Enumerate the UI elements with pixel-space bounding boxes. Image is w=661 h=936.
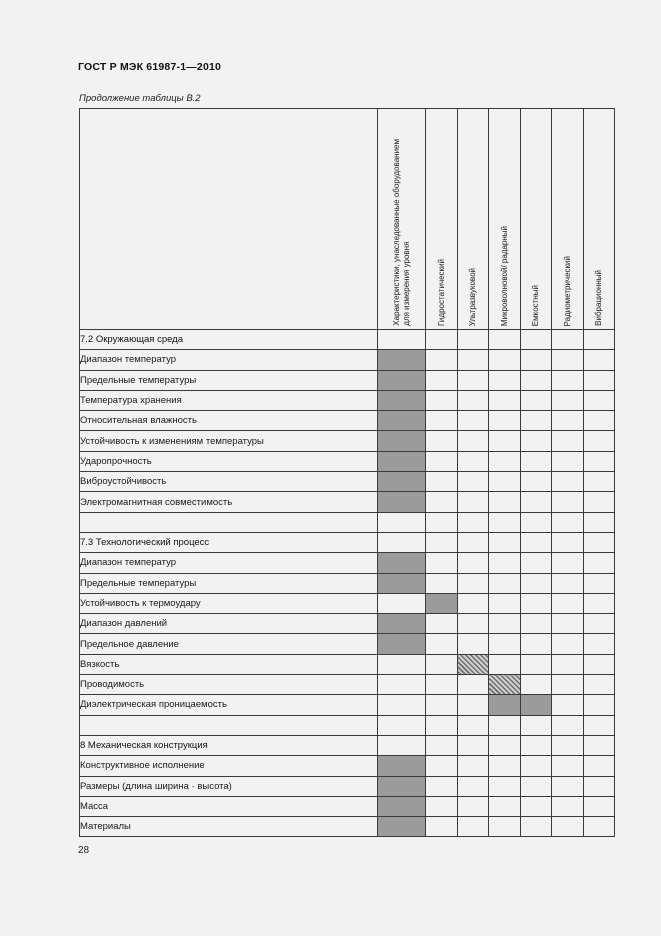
empty-cell xyxy=(584,573,615,593)
empty-cell xyxy=(552,553,584,573)
column-header-hydrostatic: Гидростатический xyxy=(426,109,458,330)
row-label: Температура хранения xyxy=(80,390,378,410)
table-row xyxy=(80,472,615,492)
row-label xyxy=(80,715,378,735)
marked-cell xyxy=(378,390,426,410)
table-row xyxy=(80,553,615,573)
column-header-capacitive: Емкостный xyxy=(521,109,552,330)
empty-cell xyxy=(378,532,426,552)
empty-cell xyxy=(458,492,489,512)
empty-cell xyxy=(489,735,521,755)
empty-cell xyxy=(458,614,489,634)
empty-cell xyxy=(552,431,584,451)
empty-cell xyxy=(489,532,521,552)
section-row xyxy=(80,532,615,552)
empty-cell xyxy=(552,593,584,613)
empty-cell xyxy=(584,756,615,776)
empty-cell xyxy=(426,675,458,695)
empty-cell xyxy=(584,472,615,492)
empty-cell xyxy=(489,776,521,796)
empty-cell xyxy=(552,817,584,837)
empty-cell xyxy=(584,675,615,695)
empty-cell xyxy=(552,573,584,593)
empty-cell xyxy=(426,735,458,755)
empty-cell xyxy=(552,472,584,492)
empty-cell xyxy=(584,796,615,816)
empty-cell xyxy=(552,370,584,390)
empty-cell xyxy=(584,492,615,512)
empty-cell xyxy=(458,756,489,776)
empty-cell xyxy=(521,817,552,837)
section-title: 7.3 Технологический процесс xyxy=(80,532,378,552)
empty-cell xyxy=(584,553,615,573)
row-label: Относительная влажность xyxy=(80,411,378,431)
empty-cell xyxy=(552,675,584,695)
marked-cell xyxy=(378,614,426,634)
empty-cell xyxy=(584,451,615,471)
empty-cell xyxy=(552,756,584,776)
marked-cell xyxy=(378,451,426,471)
empty-cell xyxy=(521,756,552,776)
column-header-vibrating: Вибрационный xyxy=(584,109,615,330)
empty-cell xyxy=(552,796,584,816)
empty-cell xyxy=(458,370,489,390)
empty-cell xyxy=(521,654,552,674)
empty-cell xyxy=(378,735,426,755)
empty-cell xyxy=(584,614,615,634)
table-row xyxy=(80,350,615,370)
row-label: Устойчивость к изменениям температуры xyxy=(80,431,378,451)
empty-cell xyxy=(521,573,552,593)
empty-cell xyxy=(552,654,584,674)
marked-cell xyxy=(378,817,426,837)
table-row xyxy=(80,431,615,451)
characteristics-table xyxy=(79,108,615,837)
empty-cell xyxy=(458,735,489,755)
marked-cell xyxy=(426,593,458,613)
empty-cell xyxy=(489,715,521,735)
empty-cell xyxy=(458,817,489,837)
table-row xyxy=(80,756,615,776)
empty-cell xyxy=(521,735,552,755)
empty-cell xyxy=(521,330,552,350)
empty-cell xyxy=(458,796,489,816)
empty-cell xyxy=(489,350,521,370)
empty-cell xyxy=(426,350,458,370)
empty-cell xyxy=(489,654,521,674)
row-label: Диапазон давлений xyxy=(80,614,378,634)
empty-cell xyxy=(552,330,584,350)
empty-cell xyxy=(521,675,552,695)
empty-cell xyxy=(458,776,489,796)
empty-cell xyxy=(426,330,458,350)
row-label: Диапазон температур xyxy=(80,553,378,573)
empty-cell xyxy=(552,411,584,431)
empty-cell xyxy=(584,695,615,715)
empty-cell xyxy=(426,411,458,431)
table-body xyxy=(80,330,615,837)
row-label: Предельные температуры xyxy=(80,573,378,593)
empty-cell xyxy=(489,492,521,512)
column-header-inherited xyxy=(378,109,426,330)
empty-cell xyxy=(426,573,458,593)
section-row xyxy=(80,735,615,755)
empty-cell xyxy=(458,715,489,735)
empty-cell xyxy=(426,472,458,492)
empty-cell xyxy=(584,817,615,837)
row-label: Материалы xyxy=(80,817,378,837)
empty-cell xyxy=(584,593,615,613)
empty-cell xyxy=(584,532,615,552)
empty-cell xyxy=(489,573,521,593)
empty-cell xyxy=(426,715,458,735)
empty-cell xyxy=(378,512,426,532)
row-label: Предельные температуры xyxy=(80,370,378,390)
empty-cell xyxy=(584,350,615,370)
column-header-line1: Характеристики, унаследованные оборудованием xyxy=(391,139,401,326)
marked-cell xyxy=(378,431,426,451)
empty-cell xyxy=(552,512,584,532)
table-caption: Продолжение таблицы В.2 xyxy=(79,93,201,104)
empty-cell xyxy=(552,614,584,634)
table-row xyxy=(80,695,615,715)
empty-cell xyxy=(426,796,458,816)
empty-cell xyxy=(584,390,615,410)
empty-cell xyxy=(489,634,521,654)
empty-cell xyxy=(584,715,615,735)
marked-cell xyxy=(521,695,552,715)
empty-cell xyxy=(552,634,584,654)
marked-cell xyxy=(378,573,426,593)
empty-cell xyxy=(521,614,552,634)
empty-cell xyxy=(458,593,489,613)
header-blank-cell xyxy=(80,109,378,330)
empty-cell xyxy=(426,370,458,390)
empty-cell xyxy=(458,350,489,370)
empty-cell xyxy=(489,553,521,573)
empty-cell xyxy=(584,411,615,431)
document-header: ГОСТ Р МЭК 61987-1—2010 xyxy=(78,61,222,73)
empty-cell xyxy=(426,431,458,451)
table-row xyxy=(80,776,615,796)
empty-cell xyxy=(458,330,489,350)
empty-cell xyxy=(521,593,552,613)
row-label: Виброустойчивость xyxy=(80,472,378,492)
empty-cell xyxy=(489,390,521,410)
empty-cell xyxy=(552,735,584,755)
empty-cell xyxy=(521,492,552,512)
empty-cell xyxy=(378,654,426,674)
empty-cell xyxy=(458,451,489,471)
empty-cell xyxy=(521,553,552,573)
empty-cell xyxy=(378,330,426,350)
column-header-line2: для измерения уровня xyxy=(401,241,411,326)
empty-cell xyxy=(426,553,458,573)
row-label: Устойчивость к термоудару xyxy=(80,593,378,613)
row-label: Диапазон температур xyxy=(80,350,378,370)
empty-cell xyxy=(378,715,426,735)
empty-cell xyxy=(521,532,552,552)
empty-cell xyxy=(426,695,458,715)
empty-cell xyxy=(426,492,458,512)
empty-cell xyxy=(584,431,615,451)
marked-cell xyxy=(378,472,426,492)
empty-cell xyxy=(426,451,458,471)
row-label: Масса xyxy=(80,796,378,816)
table-row xyxy=(80,817,615,837)
empty-cell xyxy=(521,796,552,816)
empty-cell xyxy=(489,411,521,431)
marked-cell xyxy=(378,796,426,816)
empty-cell xyxy=(458,634,489,654)
table-row xyxy=(80,390,615,410)
empty-cell xyxy=(458,431,489,451)
marked-cell xyxy=(489,695,521,715)
empty-cell xyxy=(552,390,584,410)
empty-cell xyxy=(458,553,489,573)
page-number: 28 xyxy=(78,845,90,856)
table-row xyxy=(80,614,615,634)
empty-cell xyxy=(521,390,552,410)
row-label: Конструктивное исполнение xyxy=(80,756,378,776)
empty-cell xyxy=(426,614,458,634)
empty-cell xyxy=(552,350,584,370)
empty-cell xyxy=(426,532,458,552)
empty-cell xyxy=(378,675,426,695)
row-label: Размеры (длина ширина · высота) xyxy=(80,776,378,796)
empty-cell xyxy=(584,634,615,654)
table-row xyxy=(80,715,615,735)
empty-cell xyxy=(489,370,521,390)
empty-cell xyxy=(521,431,552,451)
marked-cell xyxy=(378,350,426,370)
empty-cell xyxy=(489,472,521,492)
empty-cell xyxy=(426,390,458,410)
empty-cell xyxy=(489,796,521,816)
empty-cell xyxy=(552,532,584,552)
empty-cell xyxy=(552,451,584,471)
row-label: Проводимость xyxy=(80,675,378,695)
empty-cell xyxy=(489,593,521,613)
empty-cell xyxy=(489,451,521,471)
empty-cell xyxy=(458,390,489,410)
table-row xyxy=(80,796,615,816)
empty-cell xyxy=(521,512,552,532)
empty-cell xyxy=(426,776,458,796)
table-row xyxy=(80,512,615,532)
marked-cell xyxy=(378,553,426,573)
row-label: Диэлектрическая проницаемость xyxy=(80,695,378,715)
empty-cell xyxy=(458,695,489,715)
section-row xyxy=(80,330,615,350)
empty-cell xyxy=(426,756,458,776)
empty-cell xyxy=(426,654,458,674)
column-header-microwave-radar: Микроволновой/ радарный xyxy=(489,109,521,330)
empty-cell xyxy=(521,715,552,735)
empty-cell xyxy=(584,330,615,350)
empty-cell xyxy=(521,411,552,431)
empty-cell xyxy=(378,593,426,613)
empty-cell xyxy=(552,695,584,715)
empty-cell xyxy=(584,776,615,796)
table-row xyxy=(80,675,615,695)
empty-cell xyxy=(584,735,615,755)
empty-cell xyxy=(378,695,426,715)
column-header-radiometric: Радиометрический xyxy=(552,109,584,330)
empty-cell xyxy=(489,614,521,634)
empty-cell xyxy=(489,431,521,451)
column-header-ultrasonic: Ультразвуковой xyxy=(458,109,489,330)
marked-cell xyxy=(458,654,489,674)
empty-cell xyxy=(426,817,458,837)
marked-cell xyxy=(489,675,521,695)
row-label: Ударопрочность xyxy=(80,451,378,471)
table-row xyxy=(80,654,615,674)
row-label: Электромагнитная совместимость xyxy=(80,492,378,512)
marked-cell xyxy=(378,492,426,512)
empty-cell xyxy=(426,634,458,654)
empty-cell xyxy=(458,573,489,593)
empty-cell xyxy=(521,350,552,370)
empty-cell xyxy=(426,512,458,532)
row-label xyxy=(80,512,378,532)
table-row xyxy=(80,451,615,471)
table-row xyxy=(80,492,615,512)
empty-cell xyxy=(584,370,615,390)
empty-cell xyxy=(521,776,552,796)
empty-cell xyxy=(521,451,552,471)
table-row xyxy=(80,370,615,390)
empty-cell xyxy=(584,654,615,674)
table-header-row xyxy=(80,109,615,330)
empty-cell xyxy=(458,532,489,552)
empty-cell xyxy=(552,776,584,796)
table-row xyxy=(80,411,615,431)
empty-cell xyxy=(458,512,489,532)
empty-cell xyxy=(458,472,489,492)
marked-cell xyxy=(378,756,426,776)
empty-cell xyxy=(552,715,584,735)
empty-cell xyxy=(552,492,584,512)
table-row xyxy=(80,593,615,613)
empty-cell xyxy=(521,634,552,654)
table-row xyxy=(80,573,615,593)
marked-cell xyxy=(378,776,426,796)
empty-cell xyxy=(489,817,521,837)
empty-cell xyxy=(521,370,552,390)
empty-cell xyxy=(489,330,521,350)
empty-cell xyxy=(458,411,489,431)
marked-cell xyxy=(378,634,426,654)
table-row xyxy=(80,634,615,654)
marked-cell xyxy=(378,411,426,431)
empty-cell xyxy=(489,512,521,532)
empty-cell xyxy=(489,756,521,776)
empty-cell xyxy=(521,472,552,492)
row-label: Предельное давление xyxy=(80,634,378,654)
section-title: 7.2 Окружающая среда xyxy=(80,330,378,350)
row-label: Вязкость xyxy=(80,654,378,674)
empty-cell xyxy=(458,675,489,695)
section-title: 8 Механическая конструкция xyxy=(80,735,378,755)
empty-cell xyxy=(584,512,615,532)
marked-cell xyxy=(378,370,426,390)
